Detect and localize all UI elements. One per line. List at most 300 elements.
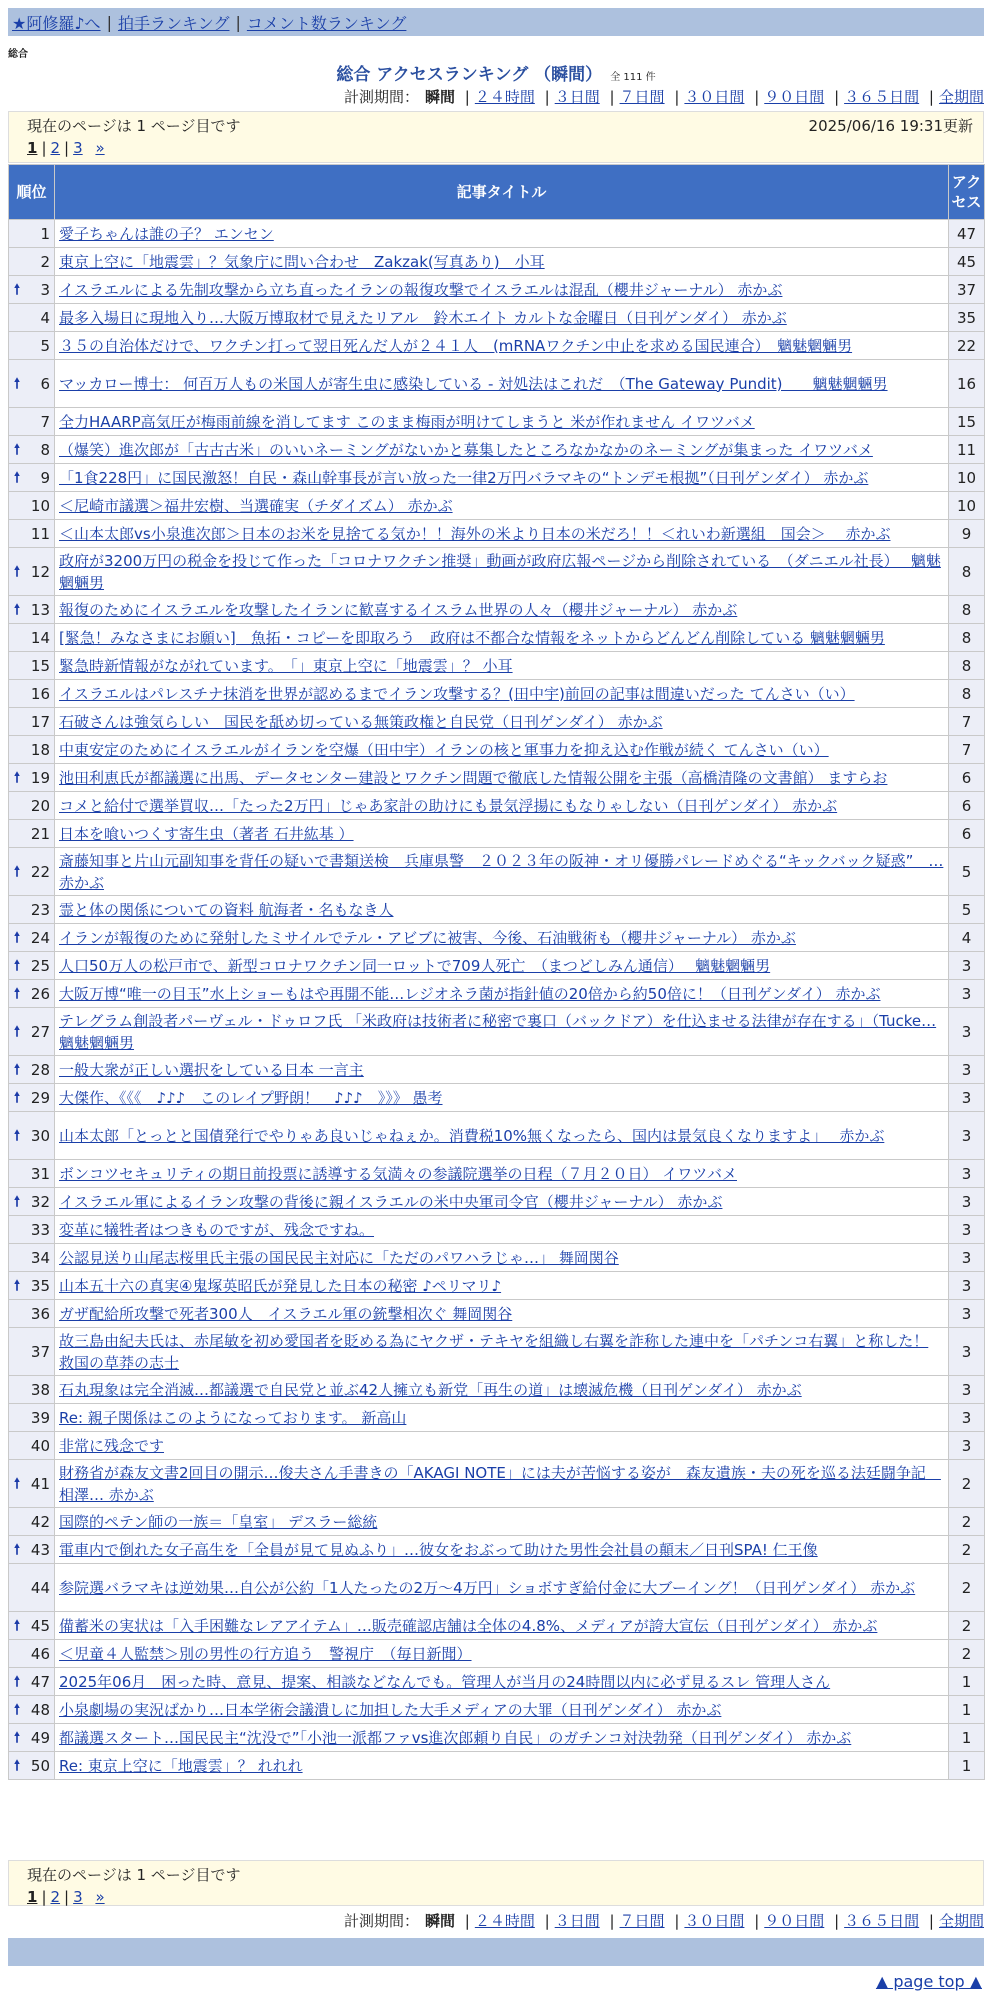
- header-title: 記事タイトル: [55, 165, 949, 220]
- title-cell: [55, 1696, 949, 1724]
- page-current-bottom: 1: [27, 1888, 38, 1906]
- rank-cell: [9, 332, 55, 360]
- page-link-3[interactable]: 3: [73, 139, 83, 157]
- article-title-link[interactable]: 故三島由紀夫氏は、赤尾敏を初め愛国者を貶める為にヤクザ・テキヤを組織し右翼を詐称した連中を「パチンコ右翼」と称した！ 救国の草莽の志士: [59, 1331, 929, 1372]
- access-count: 2: [949, 1536, 985, 1564]
- table-row: [9, 1564, 985, 1612]
- rank-number: 45: [30, 1616, 50, 1635]
- article-title-link[interactable]: 石丸現象は完全消滅…都議選で自民党と並ぶ42人擁立も新党「再生の道」は壊滅危機（日刊ゲンダイ） 赤かぶ: [59, 1380, 802, 1399]
- rank-cell: [9, 708, 55, 736]
- rank-number: 21: [30, 824, 50, 843]
- title-cell: [55, 624, 949, 652]
- page-link-3-bottom[interactable]: 3: [73, 1888, 83, 1906]
- access-count: 8: [949, 596, 985, 624]
- article-title-link[interactable]: 山本太郎「とっとと国債発行でやりゃあ良いじゃねぇか。消費税10%無くなったら、国内は景気良くなりますよ」 赤かぶ: [59, 1126, 885, 1145]
- article-title-link[interactable]: 電車内で倒れた女子高生を「全員が見て見ぬふり」…彼女をおぶって助けた男性会社員の顛末／日刊SPA! 仁王像: [59, 1540, 818, 1559]
- rank-number: 31: [30, 1164, 50, 1183]
- title-cell: [55, 492, 949, 520]
- rank-number: 4: [40, 308, 50, 327]
- page-separator: |: [41, 1888, 47, 1906]
- rank-number: 10: [30, 496, 50, 515]
- page-top-link[interactable]: ▲ page top ▲: [875, 1971, 982, 1991]
- article-title-link[interactable]: 「1食228円」に国民激怒！自民・森山幹事長が言い放った一律2万円バラマキの“トンデモ根拠”（日刊ゲンダイ） 赤かぶ: [59, 468, 869, 487]
- article-title-link[interactable]: ＜児童４人監禁＞別の男性の行方追う 警視庁 （毎日新聞）: [59, 1644, 472, 1663]
- table-row: [9, 1244, 985, 1272]
- rank-cell: [9, 624, 55, 652]
- access-count: 5: [949, 848, 985, 896]
- rank-cell: [9, 652, 55, 680]
- rank-number: 7: [40, 412, 50, 431]
- table-row: [9, 360, 985, 408]
- period-all-bottom[interactable]: 全期間: [938, 1912, 984, 1930]
- table-row: [9, 1724, 985, 1752]
- rank-number: 48: [30, 1700, 50, 1719]
- period-365d-bottom[interactable]: ３６５日間: [844, 1912, 920, 1930]
- article-title-link[interactable]: （爆笑）進次郎が「古古古米」のいいネーミングがないかと募集したところなかなかのネーミングが集まった イワツバメ: [59, 440, 873, 459]
- title-cell: [55, 652, 949, 680]
- rank-up-arrow-icon: 🠕: [14, 769, 21, 786]
- access-count: 3: [949, 1432, 985, 1460]
- page-separator: [87, 139, 92, 157]
- access-count: 1: [949, 1668, 985, 1696]
- access-count: 9: [949, 520, 985, 548]
- table-row: [9, 652, 985, 680]
- rank-number: 14: [30, 628, 50, 647]
- title-cell: [55, 896, 949, 924]
- access-count: 4: [949, 924, 985, 952]
- rank-cell: [9, 492, 55, 520]
- page-link-next-bottom[interactable]: »: [95, 1888, 105, 1906]
- rank-cell: [9, 548, 55, 596]
- page-link-2-bottom[interactable]: 2: [50, 1888, 61, 1906]
- article-title-link[interactable]: 全力HAARP高気圧が梅雨前線を消してます このまま梅雨が明けてしまうと 米が作れません イワツバメ: [59, 412, 755, 431]
- period-3d[interactable]: ３日間: [554, 88, 600, 106]
- table-row: [9, 680, 985, 708]
- period-7d-bottom[interactable]: ７日間: [619, 1912, 665, 1930]
- table-row: [9, 1084, 985, 1112]
- table-row: [9, 764, 985, 792]
- period-separator: |: [609, 1912, 615, 1930]
- page-separator: |: [41, 139, 47, 157]
- article-title-link[interactable]: ＜尼崎市議選＞福井宏樹、当選確実（チダイズム） 赤かぶ: [59, 496, 453, 515]
- title-cell: [55, 1640, 949, 1668]
- rank-up-arrow-icon: 🠕: [14, 1089, 21, 1106]
- rank-cell: [9, 1508, 55, 1536]
- ranking-title: 総合 アクセスランキング （瞬間）: [336, 65, 603, 85]
- article-title-link[interactable]: 人口50万人の松戸市で、新型コロナワクチン同一ロットで709人死亡 （まつどしみん通信） 魑魅魍魎男: [59, 956, 771, 975]
- rank-cell: [9, 360, 55, 408]
- title-cell: [55, 436, 949, 464]
- article-title-link[interactable]: マッカロー博士： 何百万人もの米国人が寄生虫に感染している - 対処法はこれだ （The Gateway Pundit) 魑魅魍魎男: [59, 374, 888, 393]
- article-title-link[interactable]: 日本を喰いつくす寄生虫（著者 石井紘基 ）: [59, 824, 354, 843]
- title-cell: [55, 820, 949, 848]
- article-title-link[interactable]: 変革に犠牲者はつきものですが、残念ですね。: [59, 1220, 375, 1239]
- rank-cell: [9, 520, 55, 548]
- period-365d[interactable]: ３６５日間: [844, 88, 920, 106]
- updated-time: 2025/06/16 19:31更新: [808, 116, 973, 135]
- table-row: [9, 220, 985, 248]
- rank-cell: [9, 1084, 55, 1112]
- article-title-link[interactable]: 大傑作、《《《 ♪♪♪ このレイプ野朗！ ♪♪♪ 》》》 愚考: [59, 1088, 443, 1107]
- table-row: [9, 1432, 985, 1460]
- access-count: 6: [949, 764, 985, 792]
- table-row: [9, 492, 985, 520]
- article-title-link[interactable]: 参院選バラマキは逆効果…自公が公約「1人たったの2万～4万円」ショボすぎ給付金に大ブーイング！（日刊ゲンダイ） 赤かぶ: [59, 1578, 916, 1597]
- article-title-link[interactable]: 小泉劇場の実況ばかり…日本学術会議潰しに加担した大手メディアの大罪（日刊ゲンダイ） 赤かぶ: [59, 1700, 722, 1719]
- table-row: [9, 436, 985, 464]
- table-row: [9, 332, 985, 360]
- rank-cell: [9, 1668, 55, 1696]
- access-count: 6: [949, 792, 985, 820]
- rank-number: 24: [30, 928, 50, 947]
- title-cell: [55, 548, 949, 596]
- table-row: [9, 1112, 985, 1160]
- link-ashura-home[interactable]: ★阿修羅♪へ: [12, 13, 101, 33]
- access-count: 3: [949, 1008, 985, 1056]
- rank-number: 34: [30, 1248, 50, 1267]
- access-count: 8: [949, 624, 985, 652]
- rank-cell: [9, 220, 55, 248]
- table-row: [9, 408, 985, 436]
- rank-number: 12: [30, 562, 50, 581]
- rank-up-arrow-icon: 🠕: [14, 601, 21, 618]
- page-links: [27, 136, 973, 160]
- rank-number: 15: [30, 656, 50, 675]
- access-count: 2: [949, 1460, 985, 1508]
- article-title-link[interactable]: イスラエル軍によるイラン攻撃の背後に親イスラエルの米中央軍司令官（櫻井ジャーナル） 赤かぶ: [59, 1192, 723, 1211]
- article-title-link[interactable]: 国際的ペテン師の一族＝「皇室」 デスラー総統: [59, 1512, 378, 1531]
- article-title-link[interactable]: テレグラム創設者パーヴェル・ドゥロフ氏 「米政府は技術者に秘密で裏口（バックドア）を仕込ませる法律が存在する」（Tucke… 魑魅魍魎男: [59, 1011, 937, 1052]
- article-title-link[interactable]: 愛子ちゃんは誰の子？ エンセン: [59, 224, 274, 243]
- period-24h-bottom[interactable]: ２４時間: [474, 1912, 535, 1930]
- title-cell: [55, 980, 949, 1008]
- rank-number: 18: [30, 740, 50, 759]
- rank-cell: [9, 1724, 55, 1752]
- period-3d-bottom[interactable]: ３日間: [554, 1912, 600, 1930]
- table-row: [9, 1216, 985, 1244]
- table-row: [9, 1460, 985, 1508]
- article-title-link[interactable]: 非常に残念です: [59, 1436, 165, 1455]
- rank-number: 36: [30, 1304, 50, 1323]
- nav-separator: |: [235, 12, 241, 32]
- article-title-link[interactable]: 2025年06月 困った時、意見、提案、相談などなんでも。管理人が当月の24時間以内に必ず見るスレ 管理人さん: [59, 1672, 831, 1691]
- article-title-link[interactable]: 大阪万博“唯一の目玉”水上ショーもはや再開不能…レジオネラ菌が指針値の20倍から約50倍に！（日刊ゲンダイ） 赤かぶ: [59, 984, 881, 1003]
- table-row: [9, 792, 985, 820]
- access-count: 3: [949, 1376, 985, 1404]
- article-title-link[interactable]: 最多入場日に現地入り…大阪万博取材で見えたリアル 鈴木エイト カルトな金曜日（日刊ゲンダイ） 赤かぶ: [59, 308, 787, 327]
- table-row: [9, 1752, 985, 1780]
- article-title-link[interactable]: 政府が3200万円の税金を投じて作った「コロナワクチン推奨」動画が政府広報ページから削除されている （ダニエル社長） 魑魅魍魎男: [59, 551, 941, 592]
- access-count: 3: [949, 1056, 985, 1084]
- title-cell: [55, 1376, 949, 1404]
- title-cell: [55, 952, 949, 980]
- period-separator: |: [834, 1912, 840, 1930]
- rank-cell: [9, 952, 55, 980]
- title-cell: [55, 1752, 949, 1780]
- title-cell: [55, 1668, 949, 1696]
- rank-number: 28: [30, 1060, 50, 1079]
- title-cell: [55, 360, 949, 408]
- table-row: [9, 1376, 985, 1404]
- title-cell: [55, 1612, 949, 1640]
- rank-up-arrow-icon: 🠕: [14, 469, 21, 486]
- title-cell: [55, 1460, 949, 1508]
- period-separator: |: [544, 88, 550, 106]
- article-title-link[interactable]: ボンコツセキュリティの期日前投票に誘導する気満々の参議院選挙の日程（７月２０日） イワツバメ: [59, 1164, 737, 1183]
- access-count: 3: [949, 952, 985, 980]
- access-count: 3: [949, 1160, 985, 1188]
- rank-cell: [9, 1460, 55, 1508]
- pager-top: [8, 111, 984, 163]
- ranking-table: [8, 164, 985, 1780]
- table-row: [9, 596, 985, 624]
- rank-number: 8: [40, 440, 50, 459]
- rank-cell: [9, 464, 55, 492]
- access-count: 15: [949, 408, 985, 436]
- ranking-body: [9, 220, 985, 1780]
- rank-up-arrow-icon: 🠕: [14, 1673, 21, 1690]
- rank-cell: [9, 848, 55, 896]
- period-separator: |: [928, 1912, 934, 1930]
- title-cell: [55, 1724, 949, 1752]
- article-title-link[interactable]: Re: 東京上空に「地震雲」？ れれれ: [59, 1756, 303, 1775]
- article-title-link[interactable]: ガザ配給所攻撃で死者300人 イスラエル軍の銃撃相次ぐ 舞岡関谷: [59, 1304, 513, 1323]
- period-7d[interactable]: ７日間: [619, 88, 665, 106]
- table-row: [9, 1668, 985, 1696]
- access-count: 6: [949, 820, 985, 848]
- article-title-link[interactable]: 東京上空に「地震雲」？気象庁に問い合わせ Zakzak(写真あり) 小耳: [59, 252, 545, 271]
- period-30d[interactable]: ３０日間: [684, 88, 745, 106]
- total-count: 全 111 件: [610, 72, 656, 83]
- table-row: [9, 1404, 985, 1432]
- rank-number: 46: [30, 1644, 50, 1663]
- rank-cell: [9, 1272, 55, 1300]
- article-title-link[interactable]: [緊急！みなさまにお願い] 魚拓・コピーを即取ろう 政府は不都合な情報をネットからどんどん削除している 魑魅魍魎男: [59, 628, 885, 647]
- rank-number: 22: [30, 862, 50, 881]
- rank-number: 23: [30, 900, 50, 919]
- period-separator: |: [754, 88, 760, 106]
- rank-cell: [9, 1056, 55, 1084]
- table-row: [9, 1640, 985, 1668]
- article-title-link[interactable]: 中東安定のためにイスラエルがイランを空爆（田中宇）イランの核と軍事力を抑え込む作戦が続く てんさい（い）: [59, 740, 829, 759]
- title-cell: [55, 1328, 949, 1376]
- article-title-link[interactable]: 財務省が森友文書2回目の開示…俊夫さん手書きの「AKAGI NOTE」には夫が苦悩する姿が 森友遺族・夫の死を巡る法廷闘争記 相澤… 赤かぶ: [59, 1463, 941, 1504]
- period-current-bottom: 瞬間: [424, 1912, 455, 1930]
- rank-up-arrow-icon: 🠕: [14, 863, 21, 880]
- link-comment-ranking[interactable]: コメント数ランキング: [246, 13, 407, 33]
- title-cell: [55, 848, 949, 896]
- title-cell: [55, 1084, 949, 1112]
- table-row: [9, 1612, 985, 1640]
- rank-up-arrow-icon: 🠕: [14, 1193, 21, 1210]
- article-title-link[interactable]: イスラエルによる先制攻撃から立ち直ったイランの報復攻撃でイスラエルは混乱（櫻井ジャーナル） 赤かぶ: [59, 280, 783, 299]
- current-page-text: 現在のページは 1 ページ目です: [27, 116, 241, 135]
- article-title-link[interactable]: 斎藤知事と片山元副知事を背任の疑いで書類送検 兵庫県警 ２０２３年の阪神・オリ優勝パレードめぐる“キックバック疑惑” … 赤かぶ: [59, 851, 944, 892]
- period-all[interactable]: 全期間: [938, 88, 984, 106]
- rank-number: 11: [30, 524, 50, 543]
- rank-number: 16: [30, 684, 50, 703]
- table-row: [9, 1160, 985, 1188]
- table-row: [9, 1328, 985, 1376]
- article-title-link[interactable]: イランが報復のために発射したミサイルでテル・アビブに被害、今後、石油戦術も（櫻井ジャーナル） 赤かぶ: [59, 928, 796, 947]
- page-top-link-wrap: [876, 1966, 982, 1996]
- table-row: [9, 980, 985, 1008]
- rank-up-arrow-icon: 🠕: [14, 957, 21, 974]
- rank-cell: [9, 304, 55, 332]
- rank-cell: [9, 1376, 55, 1404]
- table-row: [9, 624, 985, 652]
- rank-up-arrow-icon: 🠕: [14, 281, 21, 298]
- rank-number: 6: [40, 374, 50, 393]
- period-separator: |: [674, 1912, 680, 1930]
- title-cell: [55, 220, 949, 248]
- title-cell: [55, 1508, 949, 1536]
- period-separator: |: [464, 1912, 470, 1930]
- rank-cell: [9, 1612, 55, 1640]
- period-90d[interactable]: ９０日間: [764, 88, 825, 106]
- access-count: 1: [949, 1752, 985, 1780]
- rank-up-arrow-icon: 🠕: [14, 1475, 21, 1492]
- rank-cell: [9, 1244, 55, 1272]
- access-count: 3: [949, 980, 985, 1008]
- header-access: アクセス: [949, 165, 985, 220]
- title-cell: [55, 1188, 949, 1216]
- rank-number: 44: [30, 1578, 50, 1597]
- article-title-link[interactable]: 石破さんは強気らしい 国民を舐め切っている無策政権と自民党（日刊ゲンダイ） 赤かぶ: [59, 712, 663, 731]
- rank-cell: [9, 436, 55, 464]
- access-count: 47: [949, 220, 985, 248]
- rank-cell: [9, 1328, 55, 1376]
- access-count: 3: [949, 1300, 985, 1328]
- access-count: 2: [949, 1508, 985, 1536]
- table-row: [9, 276, 985, 304]
- rank-number: 30: [30, 1126, 50, 1145]
- rank-number: 3: [40, 280, 50, 299]
- table-row: [9, 1300, 985, 1328]
- rank-number: 43: [30, 1540, 50, 1559]
- rank-up-arrow-icon: 🠕: [14, 1757, 21, 1774]
- access-count: 3: [949, 1112, 985, 1160]
- rank-number: 2: [40, 252, 50, 271]
- title-cell: [55, 1272, 949, 1300]
- rank-number: 27: [30, 1022, 50, 1041]
- rank-number: 39: [30, 1408, 50, 1427]
- article-title-link[interactable]: イスラエルはパレスチナ抹消を世界が認めるまでイラン攻撃する？(田中宇)前回の記事は間違いだった てんさい（い）: [59, 684, 855, 703]
- article-title-link[interactable]: Re: 親子関係はこのようになっております。 新高山: [59, 1408, 407, 1427]
- rank-cell: [9, 764, 55, 792]
- rank-number: 41: [30, 1474, 50, 1493]
- rank-up-arrow-icon: 🠕: [14, 929, 21, 946]
- period-24h[interactable]: ２４時間: [474, 88, 535, 106]
- title-cell: [55, 1404, 949, 1432]
- access-count: 2: [949, 1640, 985, 1668]
- article-title-link[interactable]: ３５の自治体だけで、ワクチン打って翌日死んだ人が２４１人 (mRNAワクチン中止を求める国民連合） 魑魅魍魎男: [59, 336, 853, 355]
- title-cell: [55, 1432, 949, 1460]
- link-clap-ranking[interactable]: 拍手ランキング: [117, 13, 230, 33]
- rank-cell: [9, 248, 55, 276]
- article-title-link[interactable]: 公認見送り山尾志桜里氏主張の国民民主対応に「ただのパワハラじゃ…」 舞岡関谷: [59, 1248, 619, 1267]
- rank-number: 33: [30, 1220, 50, 1239]
- access-count: 8: [949, 652, 985, 680]
- period-30d-bottom[interactable]: ３０日間: [684, 1912, 745, 1930]
- article-title-link[interactable]: 一般大衆が正しい選択をしている日本 一言主: [59, 1060, 364, 1079]
- access-count: 35: [949, 304, 985, 332]
- title-cell: [55, 1536, 949, 1564]
- access-count: 3: [949, 1188, 985, 1216]
- article-title-link[interactable]: 池田利恵氏が都議選に出馬、データセンター建設とワクチン問題で徹底した情報公開を主張（高橋清隆の文書館） ますらお: [59, 768, 888, 787]
- rank-cell: [9, 1008, 55, 1056]
- top-nav-bar: [8, 8, 984, 36]
- rank-number: 19: [30, 768, 50, 787]
- title-cell: [55, 792, 949, 820]
- article-title-link[interactable]: コメと給付で選挙買収…「たった2万円」じゃあ家計の助けにも景気浮揚にもなりゃしない（日刊ゲンダイ） 赤かぶ: [59, 796, 838, 815]
- page-link-2[interactable]: 2: [50, 139, 61, 157]
- article-title-link[interactable]: 報復のためにイスラエルを攻撃したイランに歓喜するイスラム世界の人々（櫻井ジャーナル） 赤かぶ: [59, 600, 738, 619]
- article-title-link[interactable]: 霊と体の関係についての資料 航海者・名もなき人: [59, 900, 394, 919]
- current-page-text-bottom: 現在のページは 1 ページ目です: [27, 1865, 241, 1884]
- rank-cell: [9, 276, 55, 304]
- period-90d-bottom[interactable]: ９０日間: [764, 1912, 825, 1930]
- title-cell: [55, 1056, 949, 1084]
- rank-number: 13: [30, 600, 50, 619]
- page-link-next[interactable]: »: [95, 139, 105, 157]
- table-row: [9, 820, 985, 848]
- title-cell: [55, 1112, 949, 1160]
- title-cell: [55, 408, 949, 436]
- access-count: 3: [949, 1244, 985, 1272]
- page-links-bottom: [27, 1885, 973, 1909]
- title-cell: [55, 248, 949, 276]
- article-title-link[interactable]: 山本五十六の真実④鬼塚英昭氏が発見した日本の秘密 ♪ペリマリ♪: [59, 1276, 502, 1295]
- header-rank: 順位: [9, 165, 55, 220]
- article-title-link[interactable]: 都議選スタート…国民民主“沈没で”「小池一派都ファvs進次郎頼り自民」のガチンコ対決勃発（日刊ゲンダイ） 赤かぶ: [59, 1728, 852, 1747]
- access-count: 8: [949, 680, 985, 708]
- rank-number: 25: [30, 956, 50, 975]
- page-separator: |: [64, 139, 70, 157]
- access-count: 2: [949, 1612, 985, 1640]
- rank-cell: [9, 680, 55, 708]
- title-cell: [55, 520, 949, 548]
- table-row: [9, 896, 985, 924]
- period-current: 瞬間: [424, 88, 455, 106]
- rank-number: 29: [30, 1088, 50, 1107]
- rank-number: 50: [30, 1756, 50, 1775]
- title-cell: [55, 924, 949, 952]
- period-selector: [344, 86, 984, 107]
- article-title-link[interactable]: ＜山本太郎vs小泉進次郎＞日本のお米を見捨てる気か！！海外の米より日本の米だろ！！＜れいわ新選組 国会＞ 赤かぶ: [59, 524, 891, 543]
- rank-up-arrow-icon: 🠕: [14, 1023, 21, 1040]
- title-cell: [55, 708, 949, 736]
- rank-number: 40: [30, 1436, 50, 1455]
- rank-cell: [9, 924, 55, 952]
- rank-number: 1: [40, 224, 50, 243]
- article-title-link[interactable]: 備蓄米の実状は「入手困難なレアアイテム」…販売確認店舗は全体の4.8%、メディアが誇大宣伝（日刊ゲンダイ） 赤かぶ: [59, 1616, 878, 1635]
- rank-cell: [9, 1160, 55, 1188]
- rank-cell: [9, 1752, 55, 1780]
- access-count: 3: [949, 1404, 985, 1432]
- access-count: 10: [949, 464, 985, 492]
- period-separator: |: [754, 1912, 760, 1930]
- article-title-link[interactable]: 緊急時新情報がながれています。 「」東京上空に「地震雲」？ 小耳: [59, 656, 513, 675]
- title-cell: [55, 1244, 949, 1272]
- rank-cell: [9, 1216, 55, 1244]
- rank-up-arrow-icon: 🠕: [14, 1061, 21, 1078]
- table-row: [9, 1272, 985, 1300]
- title-cell: [55, 1216, 949, 1244]
- access-count: 7: [949, 708, 985, 736]
- title-cell: [55, 736, 949, 764]
- period-separator: |: [544, 1912, 550, 1930]
